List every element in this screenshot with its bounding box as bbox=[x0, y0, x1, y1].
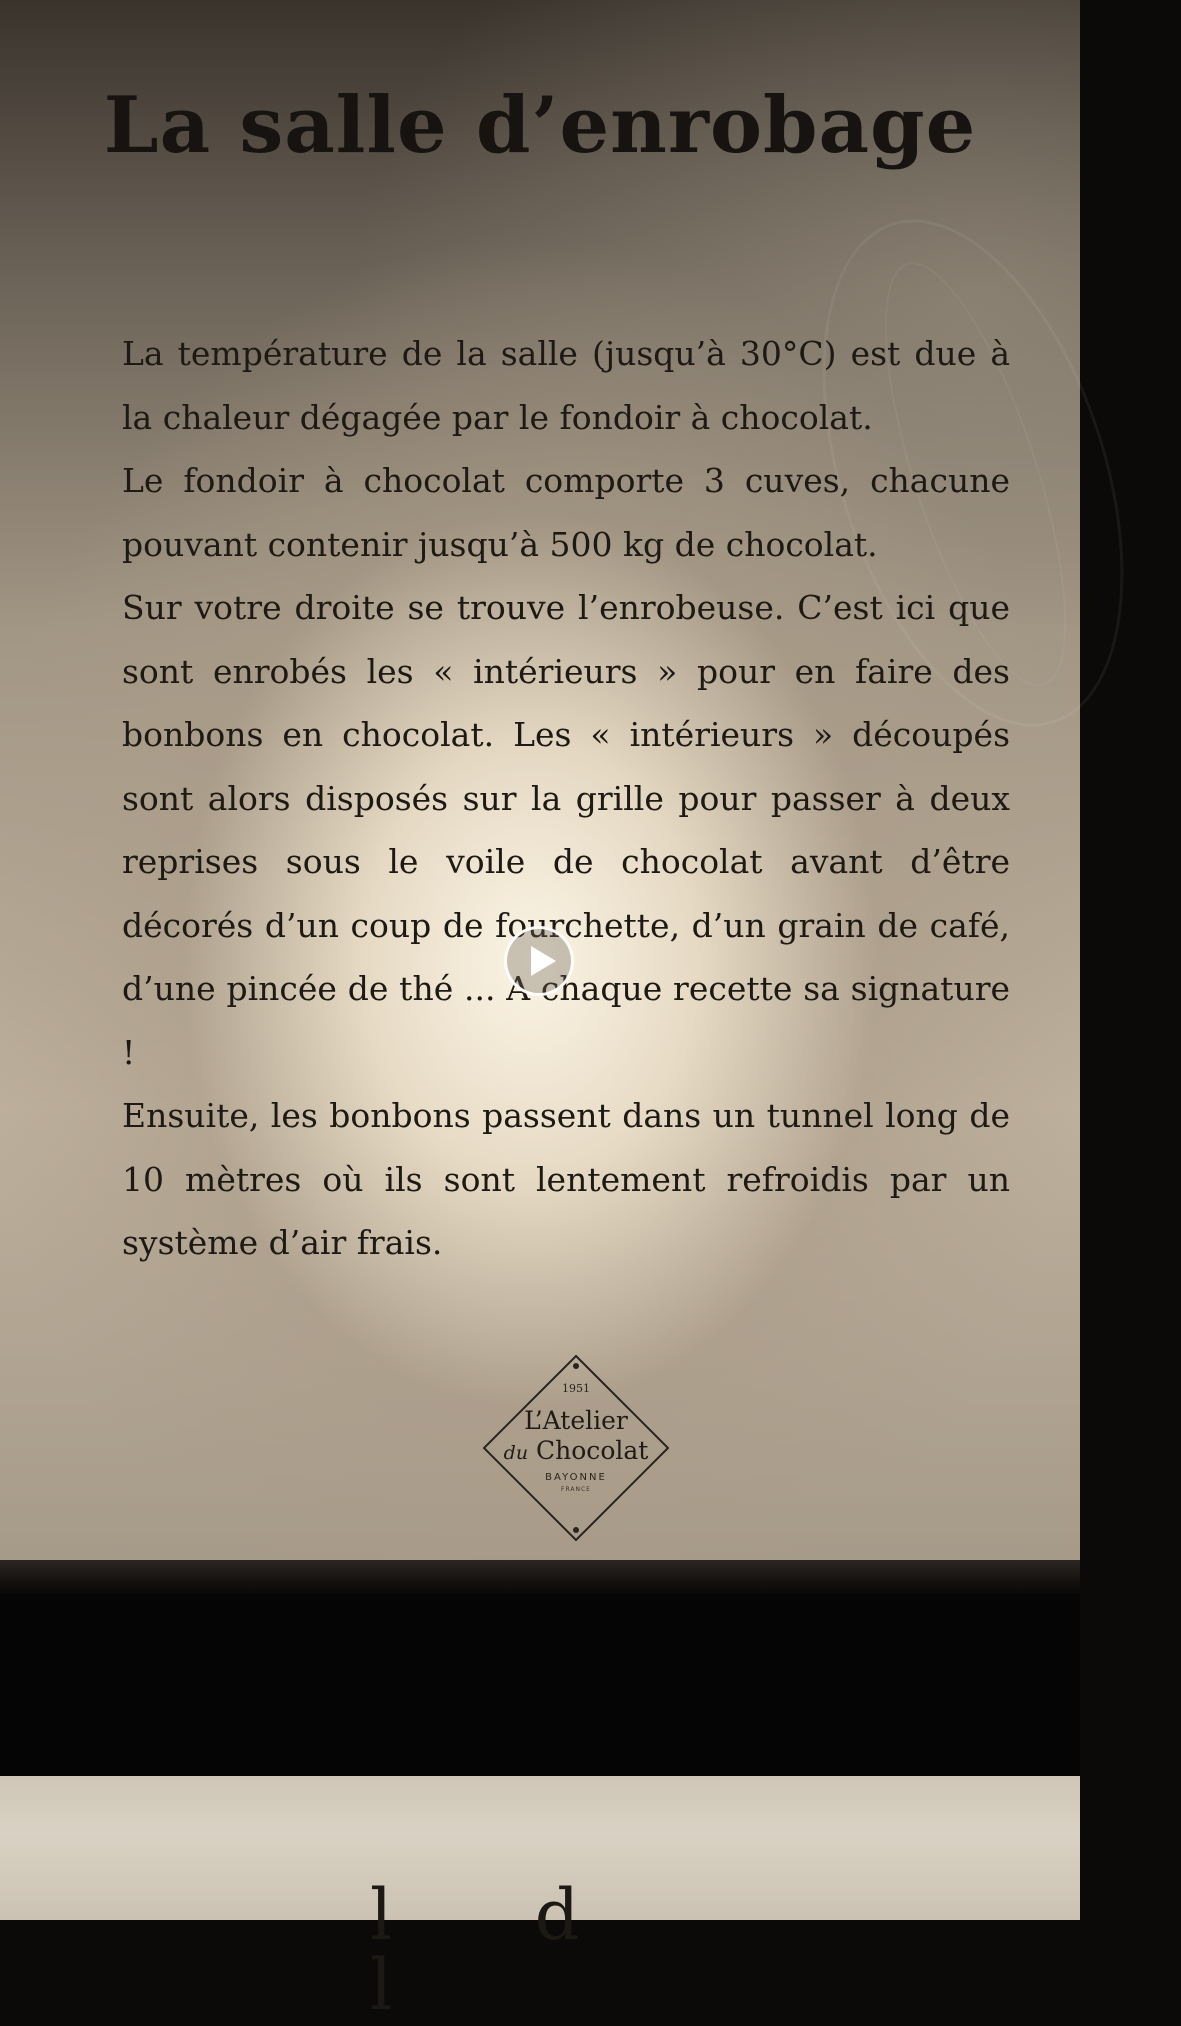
logo-name-prefix: du bbox=[503, 1442, 529, 1464]
logo-name-line1: L’Atelier bbox=[524, 1406, 628, 1435]
play-icon bbox=[507, 929, 571, 993]
lower-panel-text-fragment: l d l bbox=[370, 1874, 640, 2026]
paragraph-temperature: La température de la salle (jusqu’à 30°C) est due à la chaleur dégagée par le fondoir à chocolat. bbox=[122, 334, 1010, 437]
panel-title: La salle d’enrobage bbox=[103, 80, 977, 171]
paragraph-melter: Le fondoir à chocolat comporte 3 cuves, chacune pouvant contenir jusqu’à 500 kg de chocolat. bbox=[122, 461, 1010, 564]
logo-country: FRANCE bbox=[561, 1486, 591, 1493]
dark-gap bbox=[0, 1594, 1080, 1780]
panel-bottom-edge bbox=[0, 1560, 1080, 1594]
logo-name-line2 bbox=[476, 1436, 676, 1465]
panel-body bbox=[122, 322, 1010, 1275]
logo-name-main: Chocolat bbox=[536, 1436, 649, 1465]
paragraph-cooling-tunnel: Ensuite, les bonbons passent dans un tunnel long de 10 mètres où ils sont lentement refroidis par un système d’air frais. bbox=[122, 1096, 1010, 1262]
logo-city: BAYONNE bbox=[545, 1472, 607, 1483]
atelier-chocolat-logo bbox=[476, 1348, 676, 1548]
video-play-button[interactable] bbox=[504, 926, 574, 996]
paragraph-enrober: Sur votre droite se trouve l’enrobeuse. C’est ici que sont enrobés les « intérieurs » pour en faire des bonbons en chocolat. Les « intérieurs » découpés sont alors disposés sur la grille pour passer à deux reprises sous le voile de chocolat avant d’être décorés d’un coup de fourchette, d’un grain de café, d’une pincée de thé ... A chaque recette sa signature ! bbox=[122, 588, 1010, 1072]
logo-year: 1951 bbox=[562, 1382, 590, 1395]
